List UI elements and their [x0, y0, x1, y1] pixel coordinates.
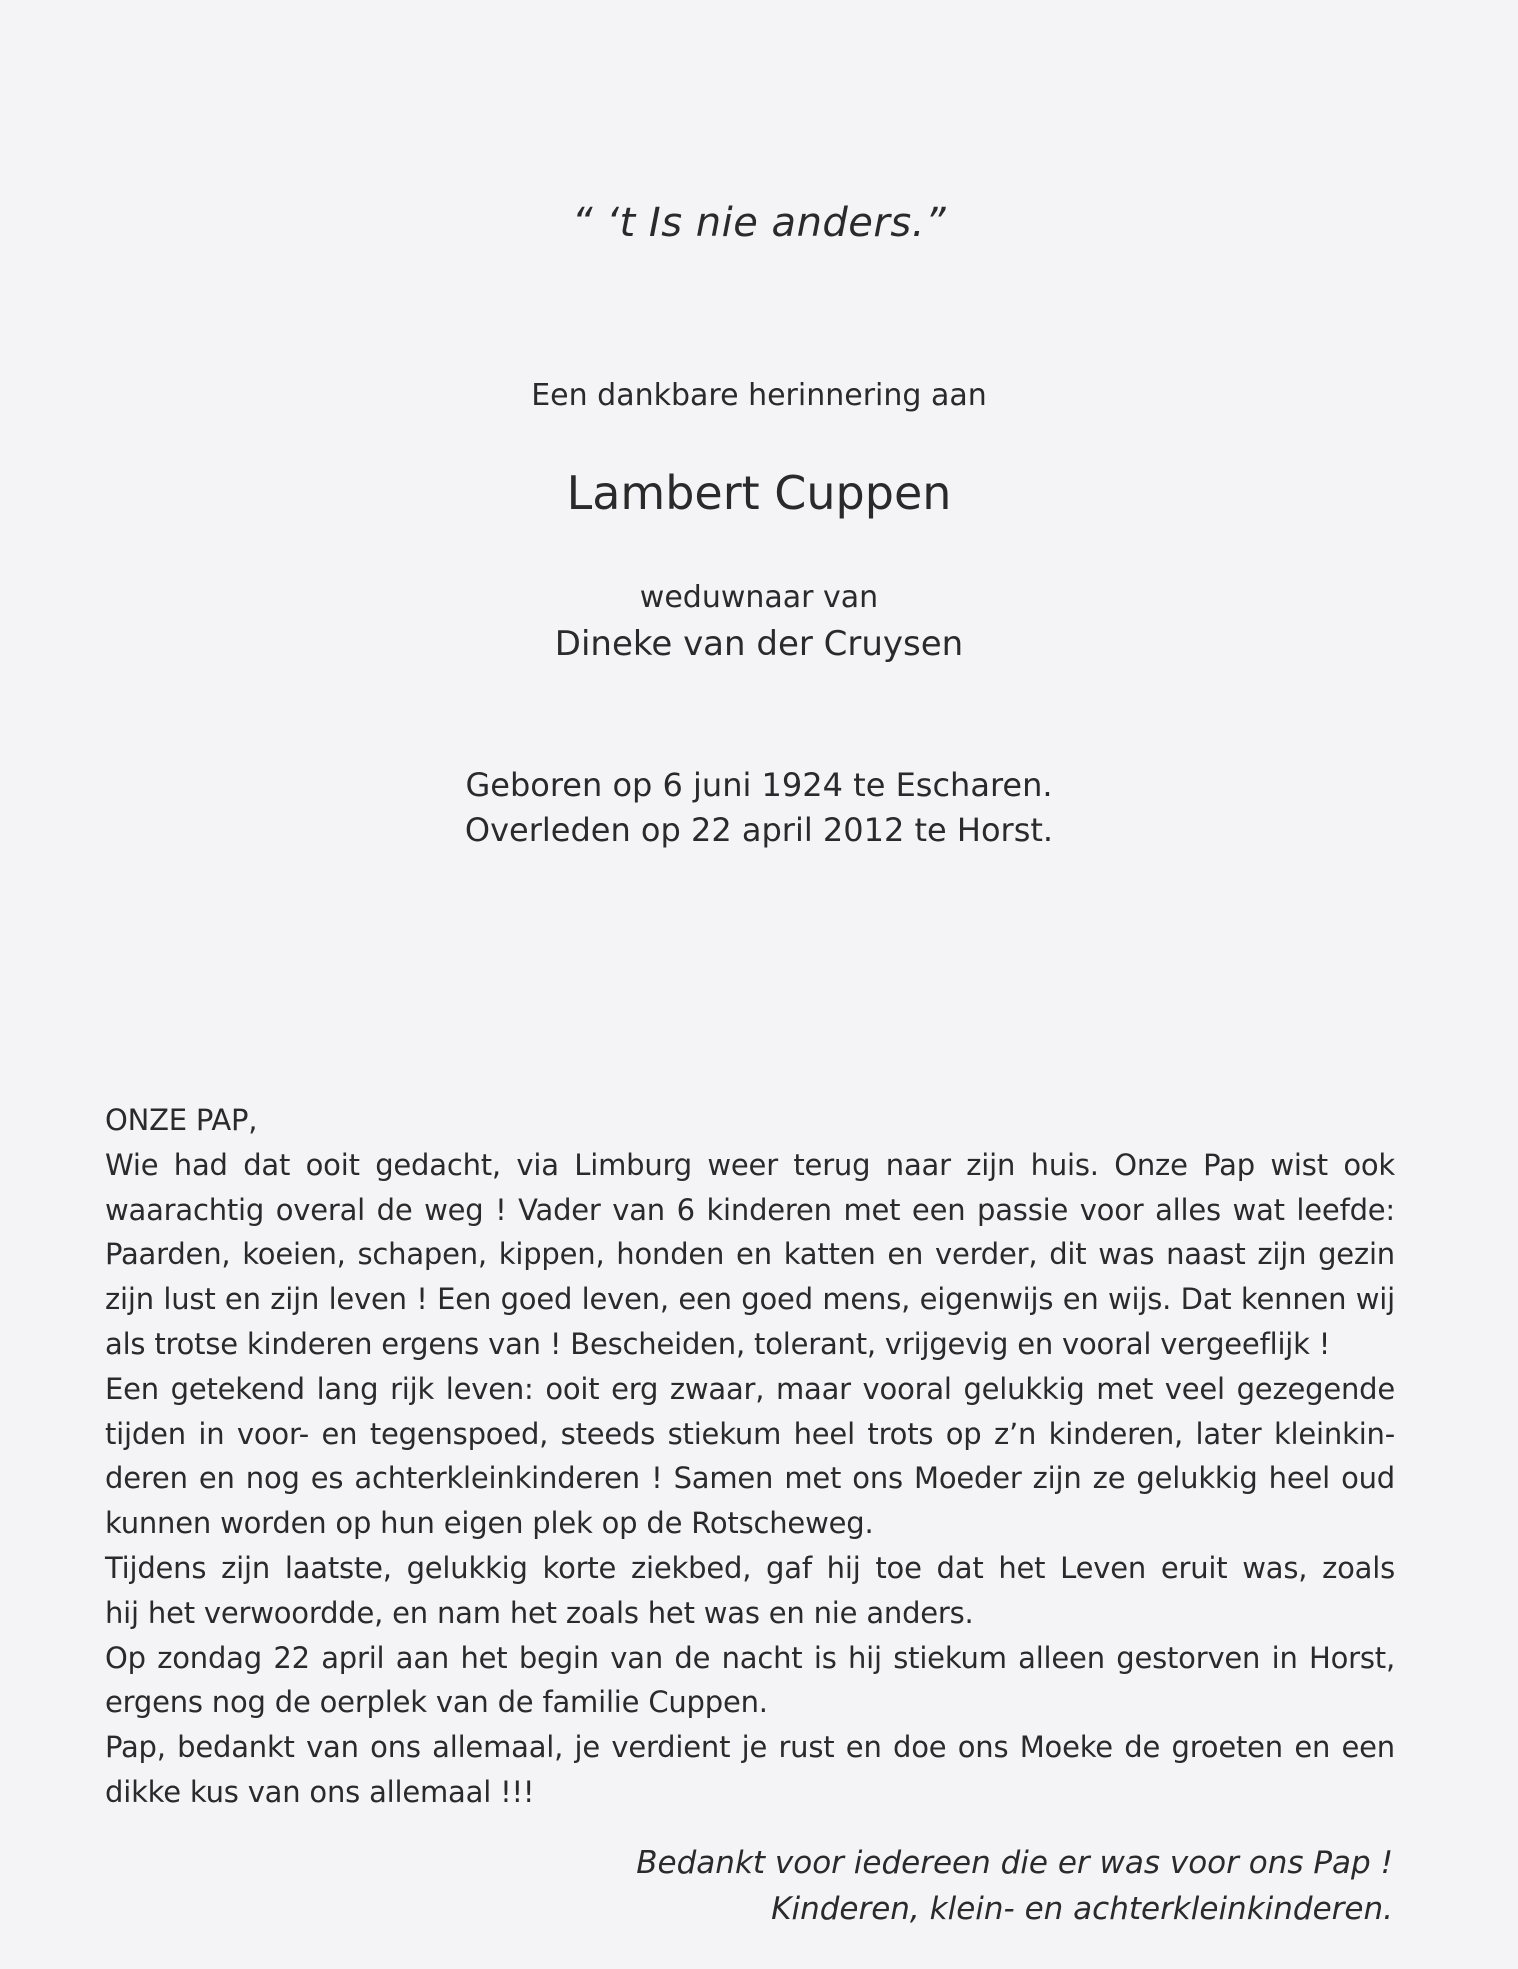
letter-line: deren en nog es achterkleinkinderen ! Samen met ons Moeder zijn ze gelukkig heel oud: [105, 1461, 1395, 1496]
letter-line: Pap, bedankt van ons allemaal, je verdient je rust en doe ons Moeke de groeten en een: [105, 1730, 1395, 1765]
memorial-letter: [105, 1098, 1395, 1815]
letter-line: als trotse kinderen ergens van ! Bescheiden, tolerant, vrijgevig en vooral vergeeflijk !: [105, 1326, 1331, 1361]
letter-line: hij het verwoordde, en nam het zoals het was en nie anders.: [105, 1595, 974, 1630]
death-line: Overleden op 22 april 2012 te Horst.: [464, 811, 1054, 849]
birth-line: Geboren op 6 juni 1924 te Escharen.: [465, 766, 1053, 804]
widower-label: weduwnaar van: [639, 580, 879, 615]
letter-line: zijn lust en zijn leven ! Een goed leven, een goed mens, eigenwijs en wijs. Dat kennen wij: [105, 1282, 1395, 1317]
letter-line: kunnen worden op hun eigen plek op de Rotscheweg.: [105, 1506, 874, 1541]
deceased-name: Lambert Cuppen: [566, 466, 952, 520]
letter-line: ONZE PAP,: [105, 1103, 258, 1137]
letter-line: Wie had dat ooit gedacht, via Limburg weer terug naar zijn huis. Onze Pap wist ook: [105, 1147, 1395, 1182]
card-quote: “ ‘t Is nie anders.”: [571, 200, 947, 246]
letter-line: Tijdens zijn laatste, gelukkig korte ziekbed, gaf hij toe dat het Leven eruit was, zoals: [105, 1550, 1395, 1585]
memorial-intro: Een dankbare herinnering aan: [531, 378, 987, 413]
closing-thanks: Bedankt voor iedereen die er was voor ons Pap !: [636, 1845, 1393, 1881]
letter-line: tijden in voor- en tegenspoed, steeds stiekum heel trots op z’n kinderen, later kleinkin-: [105, 1416, 1395, 1451]
letter-line: Een getekend lang rijk leven: ooit erg zwaar, maar vooral gelukkig met veel gezegende: [105, 1371, 1395, 1406]
letter-line: Paarden, koeien, schapen, kippen, honden en katten en verder, dit was naast zijn gezin: [105, 1237, 1395, 1272]
letter-line: ergens nog de oerplek van de familie Cuppen.: [105, 1685, 768, 1720]
spouse-name: Dineke van der Cruysen: [554, 624, 964, 664]
letter-line: dikke kus van ons allemaal !!!: [105, 1774, 535, 1809]
closing-family: Kinderen, klein- en achterkleinkinderen.: [771, 1891, 1393, 1927]
closing-signature: [636, 1840, 1393, 1932]
letter-line: Op zondag 22 april aan het begin van de nacht is hij stiekum alleen gestorven in Horst,: [105, 1640, 1395, 1675]
life-dates: [0, 763, 1518, 853]
letter-line: waarachtig overal de weg ! Vader van 6 kinderen met een passie voor alles wat leefde:: [105, 1192, 1395, 1227]
